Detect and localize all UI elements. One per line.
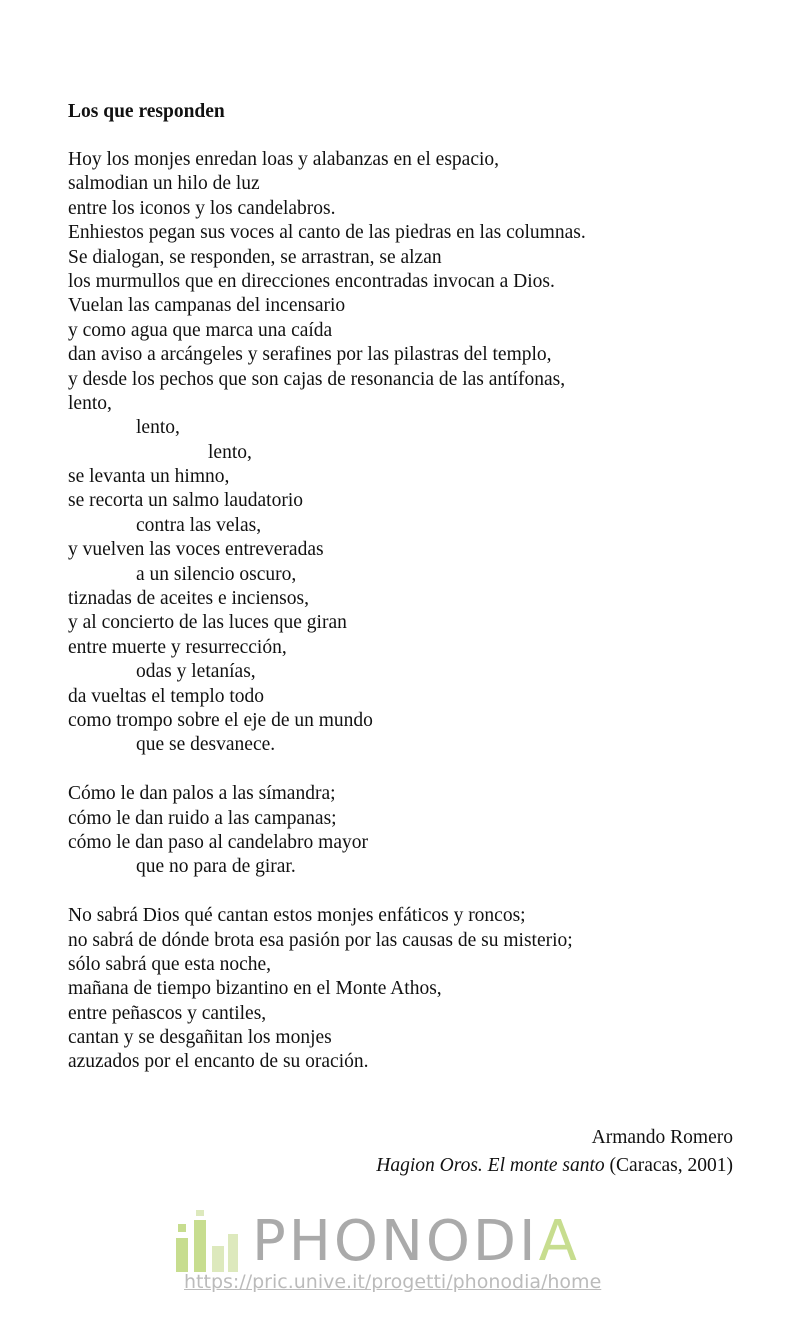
poem-line: No sabrá Dios qué cantan estos monjes enfáticos y roncos; bbox=[68, 905, 526, 927]
logo-wordmark-main: PHONODI bbox=[252, 1209, 539, 1274]
bar-chart-logo-icon bbox=[176, 1210, 240, 1272]
poem-line: entre peñascos y cantiles, bbox=[68, 1002, 267, 1024]
poem-line: y desde los pechos que son cajas de resonancia de las antífonas, bbox=[68, 368, 566, 390]
poem-line: lento, bbox=[136, 417, 180, 439]
poem-line: salmodian un hilo de luz bbox=[68, 173, 260, 195]
logo-wordmark bbox=[252, 1209, 580, 1274]
poem-line: cómo le dan ruido a las campanas; bbox=[68, 807, 337, 829]
poem-line: lento, bbox=[208, 441, 252, 463]
poem-line: se recorta un salmo laudatorio bbox=[68, 490, 303, 512]
book-title: Hagion Oros. El monte santo bbox=[376, 1155, 605, 1176]
poem-line: cantan y se desgañitan los monjes bbox=[68, 1027, 332, 1049]
poem-line: Hoy los monjes enredan loas y alabanzas en el espacio, bbox=[68, 149, 500, 170]
book-details: (Caracas, 2001) bbox=[609, 1155, 733, 1176]
poem-line: Vuelan las campanas del incensario bbox=[68, 295, 346, 317]
poem-line: los murmullos que en direcciones encontradas invocan a Dios. bbox=[68, 270, 555, 292]
stanza-gap bbox=[68, 880, 768, 904]
poem-line: mañana de tiempo bizantino en el Monte Athos, bbox=[68, 978, 442, 1000]
poem-line: odas y letanías, bbox=[136, 661, 256, 683]
poem-line: que no para de girar. bbox=[136, 856, 296, 878]
logo-wordmark-accent: A bbox=[538, 1209, 580, 1274]
book-reference bbox=[376, 1152, 733, 1180]
phonodia-logo bbox=[176, 1210, 616, 1272]
poem-line: tiznadas de aceites e inciensos, bbox=[68, 588, 309, 610]
poem-line: a un silencio oscuro, bbox=[136, 563, 297, 585]
poem-line: y al concierto de las luces que giran bbox=[68, 612, 347, 634]
poem-line: azuzados por el encanto de su oración. bbox=[68, 1051, 369, 1073]
poem-line: y como agua que marca una caída bbox=[68, 319, 333, 341]
poem-line: sólo sabrá que esta noche, bbox=[68, 953, 272, 975]
poem-line: dan aviso a arcángeles y serafines por las pilastras del templo, bbox=[68, 344, 552, 366]
poem-line: entre muerte y resurrección, bbox=[68, 636, 287, 658]
poem-line: contra las velas, bbox=[136, 514, 262, 536]
attribution bbox=[376, 1124, 733, 1180]
phonodia-url-link[interactable]: https://pric.unive.it/progetti/phonodia/home bbox=[184, 1271, 602, 1293]
poem-body bbox=[68, 148, 768, 1075]
poem-line: entre los iconos y los candelabros. bbox=[68, 197, 336, 219]
poem-line: y vuelven las voces entreveradas bbox=[68, 539, 324, 561]
poem-title: Los que responden bbox=[68, 101, 225, 122]
poem-line: Se dialogan, se responden, se arrastran, se alzan bbox=[68, 246, 442, 268]
poem-line: Cómo le dan palos a las símandra; bbox=[68, 783, 336, 805]
poem-line: que se desvanece. bbox=[136, 734, 276, 756]
poem-line: da vueltas el templo todo bbox=[68, 685, 265, 707]
stanza-gap bbox=[68, 758, 768, 782]
poem-line: se levanta un himno, bbox=[68, 466, 230, 488]
poem-line: Enhiestos pegan sus voces al canto de las piedras en las columnas. bbox=[68, 222, 586, 244]
author-name: Armando Romero bbox=[591, 1127, 733, 1148]
poem-line: como trompo sobre el eje de un mundo bbox=[68, 709, 373, 731]
poem-line: no sabrá de dónde brota esa pasión por las causas de su misterio; bbox=[68, 929, 573, 951]
poem-line: lento, bbox=[68, 392, 112, 414]
poem-line: cómo le dan paso al candelabro mayor bbox=[68, 831, 368, 853]
